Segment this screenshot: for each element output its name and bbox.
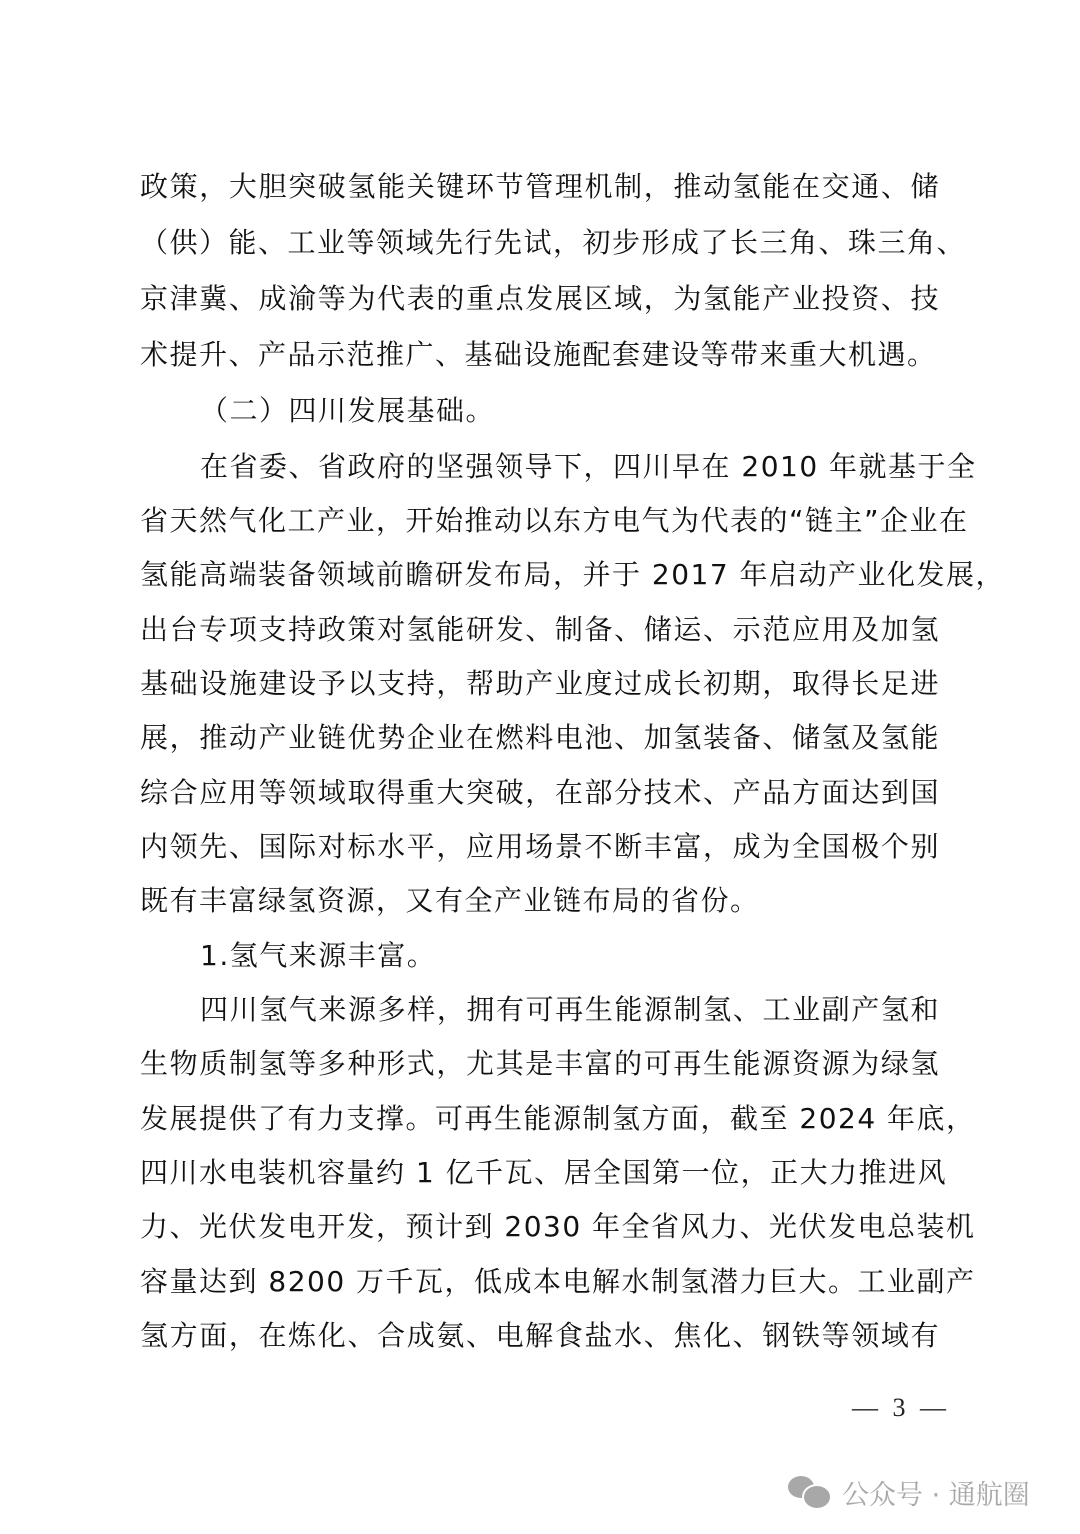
wechat-icon — [788, 1474, 832, 1510]
paragraph-line: 发展提供了有力支撑。可再生能源制氢方面，截至 2024 年底， — [140, 1102, 976, 1135]
paragraph-line: 氢方面，在炼化、合成氨、电解食盐水、焦化、钢铁等领域有 — [140, 1319, 940, 1352]
paragraph-line: 力、光伏发电开发，预计到 2030 年全省风力、光伏发电总装机 — [140, 1210, 976, 1243]
paragraph-line: 综合应用等领域取得重大突破，在部分技术、产品方面达到国 — [140, 776, 940, 809]
paragraph-line: 基础设施建设予以支持，帮助产业度过成长初期，取得长足进 — [140, 667, 940, 700]
paragraph-line: 京津冀、成渝等为代表的重点发展区域，为氢能产业投资、技 — [140, 282, 940, 315]
paragraph-line: 术提升、产品示范推广、基础设施配套建设等带来重大机遇。 — [140, 338, 937, 371]
paragraph-line: 容量达到 8200 万千瓦，低成本电解水制氢潜力巨大。工业副产 — [140, 1265, 976, 1298]
paragraph-line: 内领先、国际对标水平，应用场景不断丰富，成为全国极个别 — [140, 830, 940, 863]
paragraph-line: 四川氢气来源多样，拥有可再生能源制氢、工业副产氢和 — [200, 993, 940, 1026]
page-number: — 3 — — [852, 1393, 950, 1422]
paragraph-line: （供）能、工业等领域先行先试，初步形成了长三角、珠三角、 — [140, 226, 967, 259]
paragraph-line: 四川水电装机容量约 1 亿千瓦、居全国第一位，正大力推进风 — [140, 1156, 948, 1189]
section-heading: 1.氢气来源丰富。 — [200, 939, 437, 972]
paragraph-line: 出台专项支持政策对氢能研发、制备、储运、示范应用及加氢 — [140, 613, 940, 646]
paragraph-line: 政策，大胆突破氢能关键环节管理机制，推动氢能在交通、储 — [140, 170, 940, 203]
paragraph-line: 省天然气化工产业，开始推动以东方电气为代表的“链主”企业在 — [140, 504, 969, 537]
paragraph-line: 在省委、省政府的坚强领导下，四川早在 2010 年就基于全 — [200, 450, 977, 483]
watermark-text: 公众号 · 通航圈 — [842, 1479, 1030, 1511]
paragraph-line: 展，推动产业链优势企业在燃料电池、加氢装备、储氢及氢能 — [140, 721, 940, 754]
paragraph-line: 既有丰富绿氢资源，又有全产业链布局的省份。 — [140, 884, 760, 917]
section-heading: （二）四川发展基础。 — [200, 394, 496, 427]
paragraph-line: 生物质制氢等多种形式，尤其是丰富的可再生能源资源为绿氢 — [140, 1047, 940, 1080]
watermark — [788, 1472, 1030, 1512]
paragraph-line: 氢能高端装备领域前瞻研发布局，并于 2017 年启动产业化发展， — [140, 558, 1006, 591]
